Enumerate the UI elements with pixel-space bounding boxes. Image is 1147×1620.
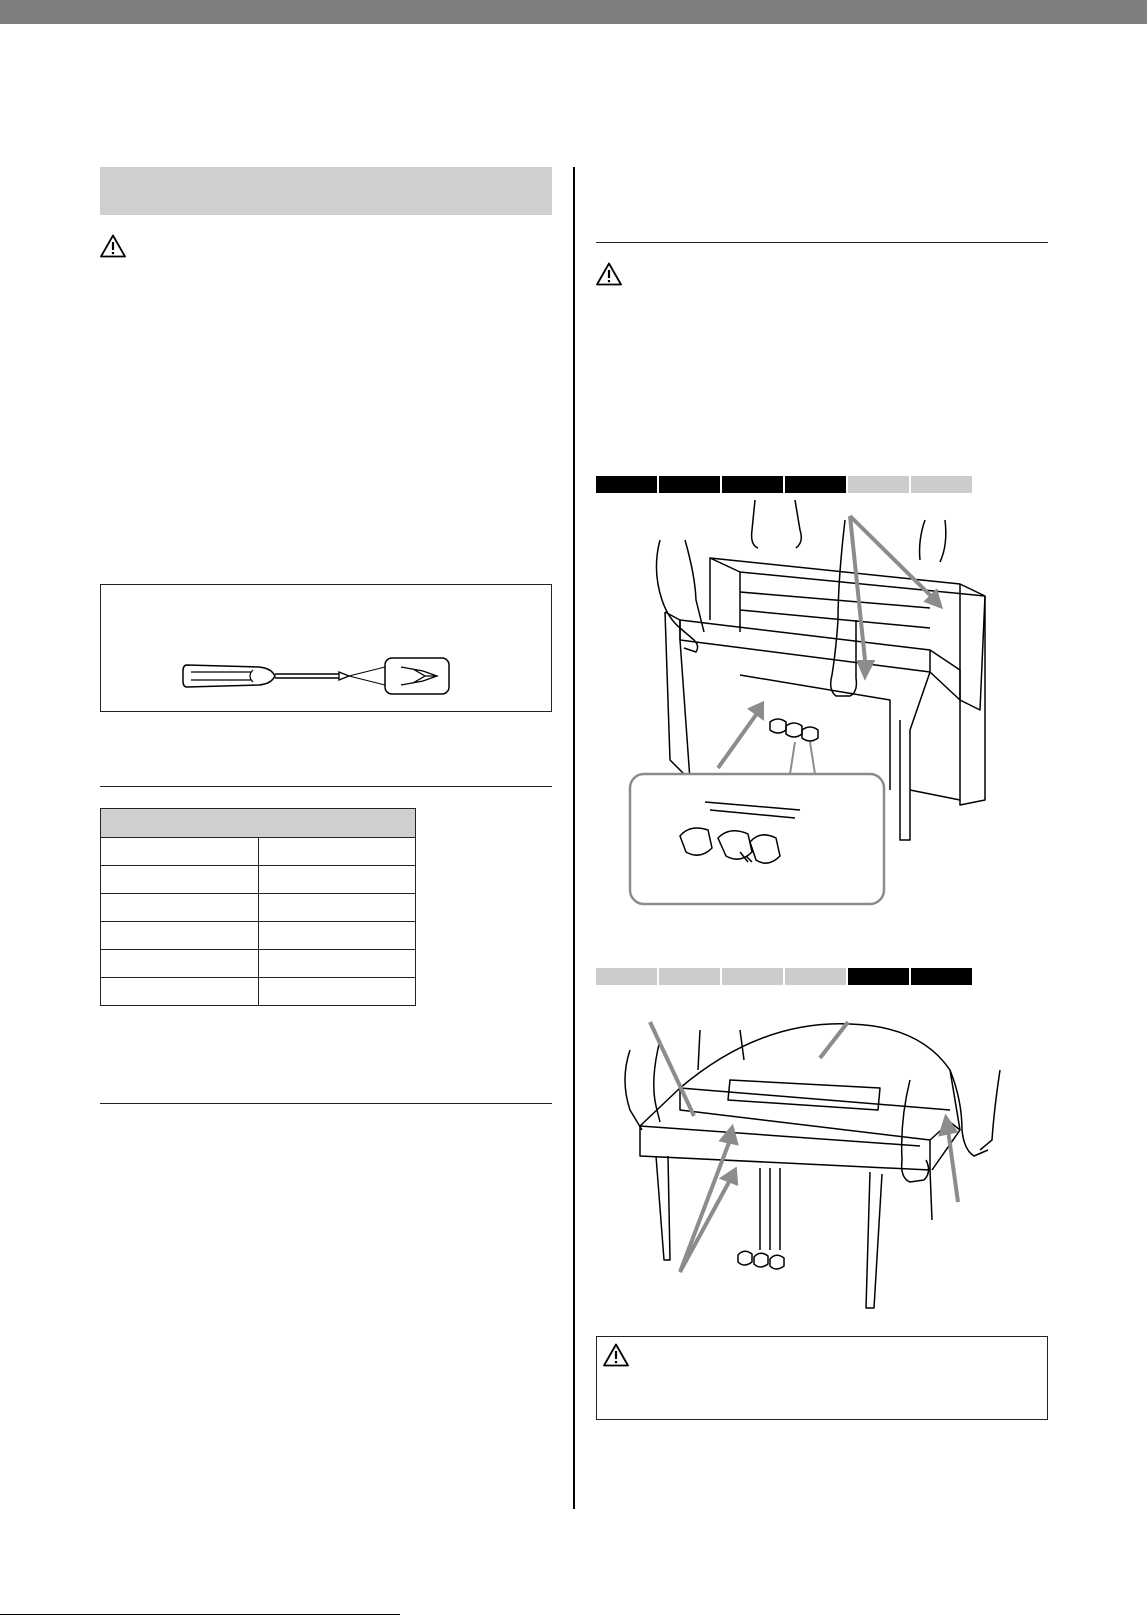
table-cell [259,922,416,950]
section-rule [100,786,552,787]
section-rule [100,1103,552,1104]
parts-table [100,808,416,1006]
model-strip-cell [848,476,909,493]
model-strip-upright [596,476,972,493]
table-cell [259,866,416,894]
model-strip-cell [785,968,846,985]
warning-triangle-icon [603,1343,629,1367]
model-strip-grand [596,968,972,985]
table-cell [259,978,416,1006]
model-strip-cell [848,968,909,985]
table-cell [101,950,259,978]
table-cell [259,838,416,866]
model-strip-cell [911,968,972,985]
model-strip-cell [911,476,972,493]
model-strip-cell [659,968,720,985]
phillips-screwdriver-icon [181,655,471,697]
table-row [101,978,416,1006]
table-row [101,838,416,866]
model-strip-cell [722,476,783,493]
warning-triangle-icon [100,234,126,258]
table-header-cell [101,809,416,838]
upright-piano-lifting-illustration [600,500,1020,940]
top-bar [0,0,1147,24]
table-row [101,950,416,978]
table-row [101,922,416,950]
footer-rule [0,1614,400,1615]
table-cell [101,978,259,1006]
table-row [101,866,416,894]
table-cell [101,838,259,866]
model-strip-cell [659,476,720,493]
table-row [101,894,416,922]
table-cell [101,894,259,922]
grand-piano-lifting-illustration [620,1010,1020,1320]
warning-triangle-icon [596,262,622,286]
column-divider [573,167,575,1509]
caution-box [596,1336,1048,1420]
section-rule [596,242,1048,243]
model-strip-cell [785,476,846,493]
required-tools-box [100,584,552,712]
footer-text [440,1608,820,1620]
model-strip-cell [596,968,657,985]
model-strip-cell [596,476,657,493]
table-header-row [101,809,416,838]
model-strip-cell [722,968,783,985]
table-cell [101,922,259,950]
table-cell [101,866,259,894]
table-cell [259,894,416,922]
table-cell [259,950,416,978]
section-header [100,167,552,215]
